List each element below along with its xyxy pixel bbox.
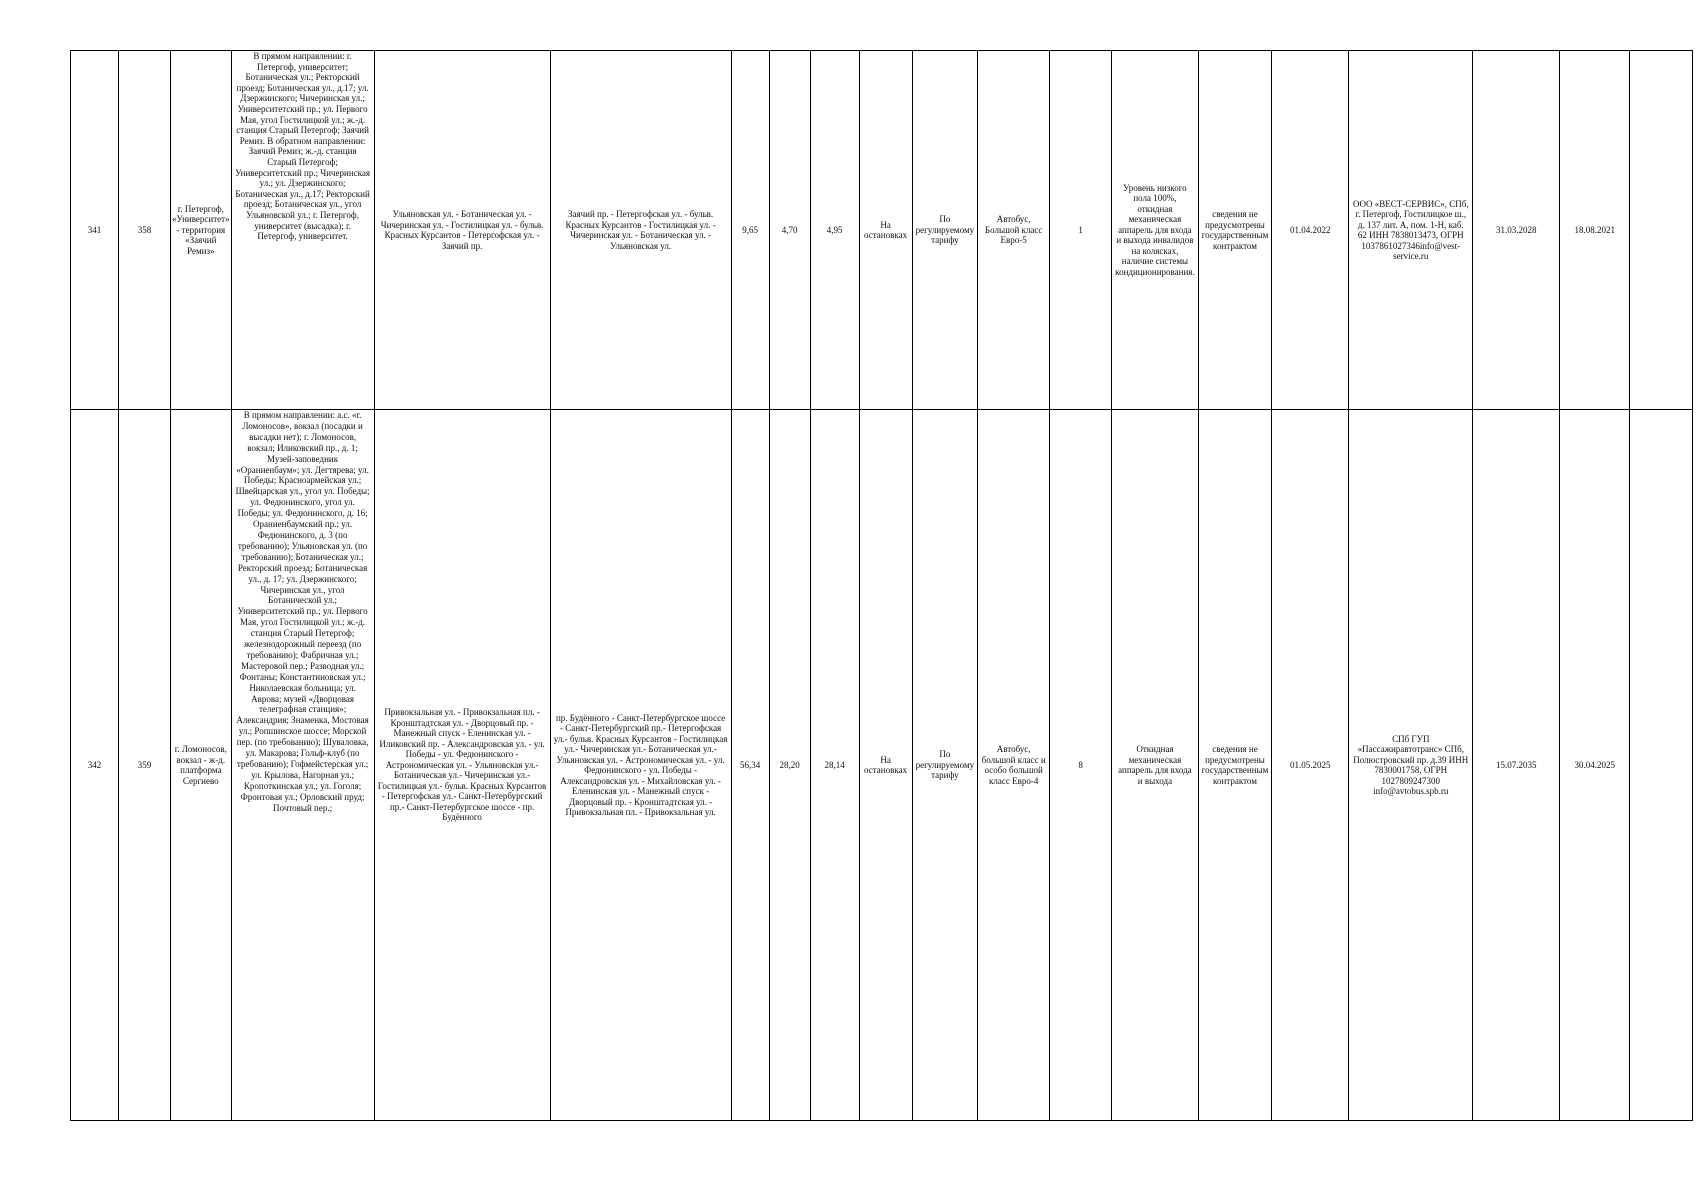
cell-length-forward: 4,70 (769, 51, 810, 410)
cell-streets-backward: пр. Будённого - Санкт-Петербургское шоссе - Санкт-Петербургский пр.- Петергофская ул.- бульв. Красных Курсантов - Гостилицкая ул.- Чичеринская ул.- Ботаническая ул.- Ульяновская ул. - Астрономическая ул. - ул. Федюнинского - ул. Победы - Александровская ул. - Михайловская ул. - Еленинская ул. - Манежный спуск - Дворцовый пр. - Кронштадтская ул. - Привокзальная пл. - Привокзальная ул. (550, 410, 731, 1121)
cell-characteristics: Откидная механическая аппарель для входа и выхода (1112, 410, 1199, 1121)
cell-extra (1630, 51, 1693, 410)
cell-vehicle-count: 1 (1050, 51, 1112, 410)
cell-extra (1630, 410, 1693, 1121)
cell-stops: В прямом направлении: а.с. «г. Ломоносов», вокзал (посадки и высадки нет); г. Ломоносов, вокзал; Иликовский пр., д. 1; Музей-заповедник «Ораниенбаум»; ул. Дегтярева; ул. Победы; Красноармейская ул.; Швейцарская ул., угол ул. Победы; ул. Федюнинского, угол ул. Победы; ул. Федюнинского, д. 16; Ораниенбаумский пр.; ул. Федюнинского, д. 3 (по требованию); Ульяновская ул. (по требованию); Ботаническая ул.; Ректорский проезд; Ботаническая ул., д. 17; ул. Дзержинского; Чичеринская ул., угол Ботанической ул.; Университетский пр.; ул. Первого Мая, угол Гостилицкой ул.; ж.-д. станция Старый Петергоф; железнодорожный переезд (по требованию); Фабричная ул.; Мастеровой пер.; Разводная ул.; Фонтаны; Константиновская ул.; Николаевская больница; ул. Аврова; музей «Дворцовая телеграфная станция»; Александрия; Знаменка, Мостовая ул.; Ропшинское шоссе; Морской пер. (по требованию); Шуваловка, ул. Макарова; Гольф-клуб (по требованию); Гофмейстерская ул.; ул. Крылова, Нагорная ул.; Кропоткинская ул.; ул. Гоголя; Фронтовая ул.; Орловский пруд; Почтовый пер.; (231, 410, 374, 1121)
cell-length-total: 56,34 (731, 410, 769, 1121)
cell-length-total: 9,65 (731, 51, 769, 410)
cell-end-date: 31.03.2028 (1473, 51, 1560, 410)
cell-length-backward: 4,95 (810, 51, 859, 410)
cell-num: 341 (71, 51, 119, 410)
cell-start-date: 01.05.2025 (1272, 410, 1349, 1121)
cell-route-name: г. Петергоф, «Университет» - территория «Заячий Ремиз» (171, 51, 232, 410)
cell-reg-num: 358 (119, 51, 171, 410)
cell-tariff: По регулируемому тарифу (912, 410, 978, 1121)
cell-decision-date: 30.04.2025 (1560, 410, 1630, 1121)
cell-characteristics: Уровень низкого пола 100%, откидная механическая аппарель для входа и выхода инвалидов на колясках, наличие системы кондиционирования. (1112, 51, 1199, 410)
cell-vehicle: Автобус, Большой класс Евро-5 (978, 51, 1050, 410)
cell-vehicle: Автобус, большой класс и особо большой класс Евро-4 (978, 410, 1050, 1121)
cell-end-date: 15.07.2035 (1473, 410, 1560, 1121)
cell-contract: сведения не предусмотрены государственным контрактом (1198, 410, 1272, 1121)
cell-stops: В прямом направлении: г. Петергоф, университет; Ботаническая ул.; Ректорский проезд; Ботаническая ул., д.17; ул. Дзержинского; Чичеринская ул.; Университетский пр.; ул. Первого Мая, угол Гостилицкой ул.; ж.-д. станция Старый Петергоф; Заячий Ремиз. В обратном направлении: Заячий Ремиз; ж.-д. станция Старый Петергоф; Университетский пр.; Чичеринская ул.; ул. Дзержинского; Ботаническая ул., д.17; Ректорский проезд; Ботаническая ул., угол Ульяновской ул.; г. Петергоф, университет (высадка); г. Петергоф, университет. (231, 51, 374, 410)
cell-stop-order: На остановках (859, 51, 912, 410)
cell-length-forward: 28,20 (769, 410, 810, 1121)
cell-vehicle-count: 8 (1050, 410, 1112, 1121)
cell-decision-date: 18.08.2021 (1560, 51, 1630, 410)
table-row (71, 410, 1693, 1121)
table-row (71, 51, 1693, 410)
cell-streets-backward: Заячий пр. - Петергофская ул. - бульв. Красных Курсантов - Гостилицкая ул. - Чичеринская ул. - Ботаническая ул. - Ульяновская ул. (550, 51, 731, 410)
cell-streets-forward: Ульяновская ул. - Ботаническая ул. - Чичеринская ул. - Гостилицкая ул. - бульв. Красных Курсантов - Петергофская ул. - Заячий пр. (374, 51, 550, 410)
cell-length-backward: 28,14 (810, 410, 859, 1121)
cell-reg-num: 359 (119, 410, 171, 1121)
cell-start-date: 01.04.2022 (1272, 51, 1349, 410)
cell-carrier: ООО «ВЕСТ-СЕРВИС», СПб, г. Петергоф, Гостилицкое ш., д. 137 лит. А, пом. 1-Н, каб. 62 ИНН 7838013473, ОГРН 1037861027346info@vest-service.ru (1349, 51, 1473, 410)
route-registry-table (70, 50, 1693, 1121)
cell-stop-order: На остановках (859, 410, 912, 1121)
cell-carrier: СПб ГУП «Пассажиравтотранс» СПб, Полюстровский пр. д.39 ИНН 7830001758, ОГРН 1027809247300 info@avtobus.spb.ru (1349, 410, 1473, 1121)
cell-num: 342 (71, 410, 119, 1121)
cell-tariff: По регулируемому тарифу (912, 51, 978, 410)
cell-contract: сведения не предусмотрены государственным контрактом (1198, 51, 1272, 410)
cell-streets-forward: Привокзальная ул. - Привокзальная пл. - Кронштадтская ул. - Дворцовый пр. - Манежный спуск - Еленинская ул. - Иликовский пр. - Александровская ул. - ул. Победы - ул. Федюнинского - Астрономическая ул. - Ульяновская ул.- Ботаническая ул.- Чичеринская ул.- Гостилицкая ул.- бульв. Красных Курсантов - Петергофская ул.- Санкт-Петербургский пр.- Санкт-Петербургское шоссе - пр. Будённого (374, 410, 550, 1121)
cell-route-name: г. Ломоносов, вокзал - ж-д. платформа Сергиево (171, 410, 232, 1121)
